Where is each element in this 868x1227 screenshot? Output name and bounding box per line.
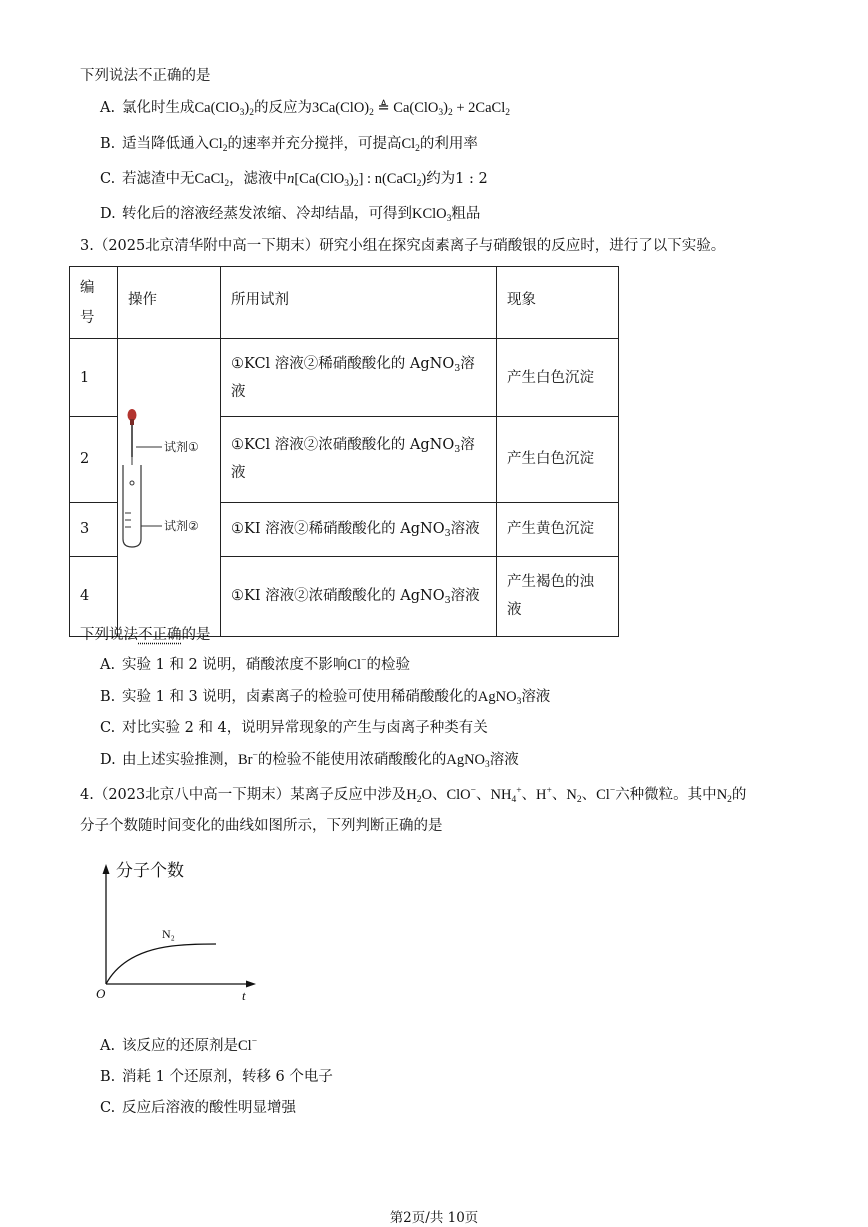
row-result: 产生黄色沉淀: [497, 502, 619, 556]
reagent-text: ①KCl 溶液②稀硝酸酸化的 AgNO: [231, 355, 455, 372]
reagent-text: ①KCl 溶液②浓硝酸酸化的 AgNO: [231, 437, 455, 454]
row-result: 产生白色沉淀: [497, 417, 619, 502]
q2-option-a: A. 氯化时生成$Ca(ClO_3)_2$的反应为$3Ca(ClO)_2$ ≜ $Ca(ClO_3)_2$ + 2CaCl$_2$: [100, 100, 510, 118]
operation-apparatus: [118, 339, 221, 637]
experiment-table: [69, 266, 619, 637]
q2-option-d: D. 转化后的溶液经蒸发浓缩、冷却结晶，可得到KClO$_3$粗品: [100, 206, 481, 224]
stem-emphasis: 不正确: [138, 627, 182, 643]
reagent-text: ①KI 溶液②稀硝酸酸化的 AgNO: [231, 521, 445, 538]
row-reagent: ①KCl 溶液②稀硝酸酸化的 AgNO$_3$溶 液: [221, 339, 497, 417]
row-reagent: ①KI 溶液②稀硝酸酸化的 AgNO$_3$溶液: [221, 502, 497, 556]
row-id: 1: [70, 339, 118, 417]
stem-text: 的是: [181, 627, 211, 643]
q3-option-c: C. 对比实验 2 和 4，说明异常现象的产生与卤离子种类有关: [100, 720, 488, 736]
table-header-row: [70, 267, 619, 339]
q4-intro-line2: 分子个数随时间变化的曲线如图所示，下列判断正确的是: [80, 818, 443, 834]
reagent-text: 溶液: [450, 521, 480, 538]
reagent-text: ①KI 溶液②浓硝酸酸化的 AgNO: [231, 588, 445, 605]
row-result: 产生褐色的浊 液: [497, 556, 619, 636]
row-id: 4: [70, 556, 118, 636]
graph-ylabel: 分子个数: [116, 861, 184, 881]
reagent-text: 溶: [460, 355, 475, 372]
row-result: 产生白色沉淀: [497, 339, 619, 417]
q3-option-a: A. 实验 1 和 2 说明，硝酸浓度不影响Cl−的检验: [100, 656, 410, 673]
reagent-text: 液: [231, 383, 246, 400]
q2-option-c: C. 若滤渣中无CaCl$_2$，滤液中$n[Ca(ClO_3)_2]$ : n(CaCl$_2$)约为1 : 2: [100, 171, 488, 189]
q2-stem: 下列说法不正确的是: [80, 68, 211, 84]
q4-option-b: B. 消耗 1 个还原剂，转移 6 个电子: [100, 1069, 333, 1085]
row-reagent: ①KCl 溶液②浓硝酸酸化的 AgNO$_3$溶 液: [221, 417, 497, 502]
header-id: 编 号: [70, 267, 118, 339]
dropper-test-tube-icon: [118, 339, 220, 625]
graph-curve-label: N₂: [162, 927, 175, 941]
label-reagent-2: 试剂②: [164, 519, 199, 533]
row-id: 2: [70, 417, 118, 502]
q4-option-c: C. 反应后溶液的酸性明显增强: [100, 1100, 296, 1116]
q3-option-b: B. 实验 1 和 3 说明，卤素离子的检验可使用稀硝酸酸化的AgNO$_3$溶液: [100, 689, 551, 707]
q3-intro: 3.（2025北京清华附中高一下期末）研究小组在探究卤素离子与硝酸银的反应时，进行了以下实验。: [80, 238, 726, 254]
row-reagent: ①KI 溶液②浓硝酸酸化的 AgNO$_3$溶液: [221, 556, 497, 636]
row-id: 3: [70, 502, 118, 556]
q3-stem: [80, 625, 211, 645]
q2-option-b: B. 适当降低通入$Cl_2$的速率并充分搅拌，可提高$Cl_2$的利用率: [100, 136, 478, 154]
reagent-text: 溶液: [450, 588, 480, 605]
header-result: 现象: [497, 267, 619, 339]
graph-origin: O: [96, 986, 106, 1001]
header-reagent: 所用试剂: [221, 267, 497, 339]
q4-intro: 4.（2023北京八中高一下期末）某离子反应中涉及$H_2O$、ClO−、$NH_4^+$、H+、$N_2$、Cl−六种微粒。其中$N_2$的: [80, 786, 747, 805]
q4-option-a: A. 该反应的还原剂是Cl−: [100, 1037, 258, 1054]
stem-text: 下列说法: [80, 627, 138, 643]
table-row: [70, 339, 619, 417]
q3-option-d: D. 由上述实验推测，Br−的检验不能使用浓硝酸酸化的AgNO$_3$溶液: [100, 751, 519, 770]
graph-xlabel: t: [242, 988, 246, 1003]
label-reagent-1: 试剂①: [164, 440, 199, 454]
header-operation: 操作: [118, 267, 221, 339]
n2-curve-graph: [90, 852, 270, 1004]
reagent-text: 溶: [460, 437, 475, 454]
page-footer: 第2页/共 10页: [389, 1210, 479, 1226]
reagent-text: 液: [231, 465, 246, 482]
